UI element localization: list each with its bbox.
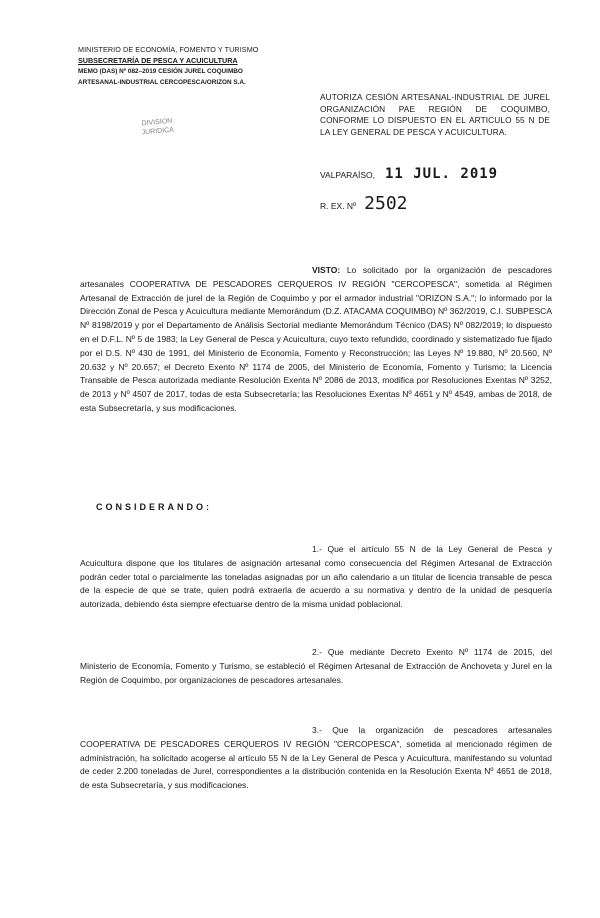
place-name: VALPARAÍSO, — [320, 170, 375, 180]
ministry-name: MINISTERIO DE ECONOMÍA, FOMENTO Y TURISMO — [78, 45, 259, 54]
stamp-line-2: JURIDICA — [141, 126, 175, 137]
considerando-paragraph-2: 2.- Que mediante Decreto Exento Nº 1174 de 2015, del Ministerio de Economía, Fomento y Turismo, se estableció el Régimen Artesanal de Extracción de Anchoveta y Jurel en la Región de Coquimbo, por organizaciones de pescadores artesanales. — [80, 647, 552, 685]
considerando-paragraph-1: 1.- Que el artículo 55 N de la Ley General de Pesca y Acuicultura dispone que los titulares de asignación artesanal como consecuencia del Régimen Artesanal de Extracción podrán ceder total o parcialmente las toneladas asignadas por un año calendario a un titular de licencia transable de pesca de la especie de que se trate, quien podrá extraerla de acuerdo a su normativa y dentro de la unidad de pesquería autorizada, debiendo ésta siempre efectuarse dentro de la misma unidad poblacional. — [80, 544, 552, 610]
authorization-summary: AUTORIZA CESIÓN ARTESANAL-INDUSTRIAL DE JUREL ORGANIZACIÓN PAE REGIÓN DE COQUIMBO, CONFORME LO DISPUESTO EN EL ARTICULO 55 N DE LA LEY GENERAL DE PESCA Y ACUICULTURA. — [320, 92, 550, 137]
considerando-heading: CONSIDERANDO: — [96, 502, 213, 512]
memo-reference: MEMO (DAS) Nº 082–2019 CESIÓN JUREL COQUIMBO — [78, 68, 243, 75]
stamp-line-1: DIVISION — [141, 117, 173, 128]
resolution-number-value: 2502 — [364, 193, 408, 214]
memo-reference-cont: ARTESANAL-INDUSTRIAL CERCOPESCA/ORIZON S.A. — [78, 79, 246, 86]
visto-paragraph — [80, 264, 552, 416]
considerando-paragraph-3: 3.- Que la organización de pescadores artesanales COOPERATIVA DE PESCADORES CERQUEROS IV REGIÓN "CERCOPESCA", sometida al mencionado régimen de administración, ha solicitado acogerse al artículo 55 N de la Ley General de Pesca y Acuicultura, manifestando su voluntad de ceder 2.200 toneladas de Jurel, correspondientes a la distribución contenida en la Resolución Exenta Nº 4651 de 2018, de esta Subsecretaría, y sus modificaciones. — [80, 725, 552, 791]
resolution-number — [320, 193, 408, 214]
division-stamp — [127, 115, 190, 152]
letterhead — [78, 44, 278, 88]
resolution-label: R. EX. Nº — [320, 201, 357, 211]
visto-heading: VISTO: — [312, 265, 341, 275]
visto-text: Lo solicitado por la organización de pescadores artesanales COOPERATIVA DE PESCADORES CERQUEROS IV REGIÓN "CERCOPESCA", sometida al Régimen Artesanal de Extracción de jurel de la Región de Coquimbo y por el armador industrial "ORIZON S.A."; lo informado por la Dirección Zonal de Pesca y Acuicultura mediante Memorándum (D.Z. ATACAMA COQUIMBO) Nº 362/2019, C.I. SUBPESCA Nº 8198/2019 y por el Departamento de Análisis Sectorial mediante Memorándum Técnico (DAS) Nº 082/2019; lo dispuesto en el D.F.L. Nº 5 de 1983; la Ley General de Pesca y Acuicultura, cuyo texto refundido, coordinado y sistematizado fue fijado por el D.S. Nº 430 de 1991, del Ministerio de Economía, Fomento y Reconstrucción; las Leyes Nº 19.880, Nº 20.560, Nº 20.632 y Nº 20.657; el Decreto Exento Nº 1174 de 2005, del Ministerio de Economía, Fomento y Turismo; la Licencia Transable de Pesca autorizada mediante Resolución Exenta Nº 2086 de 2013, modifica por Resoluciones Exentas Nº 3252, de 2013 y Nº 4507 de 2017, todas de esta Subsecretaría; las Resoluciones Exentas Nº 4651 y Nº 4549, ambas de 2018, de esta Subsecretaría, y sus modificaciones. — [80, 265, 552, 413]
place-date — [320, 166, 498, 182]
date-stamp: 11 JUL. 2019 — [384, 166, 499, 182]
subsecretaria-name: SUBSECRETARÍA DE PESCA Y ACUICULTURA — [78, 56, 238, 65]
